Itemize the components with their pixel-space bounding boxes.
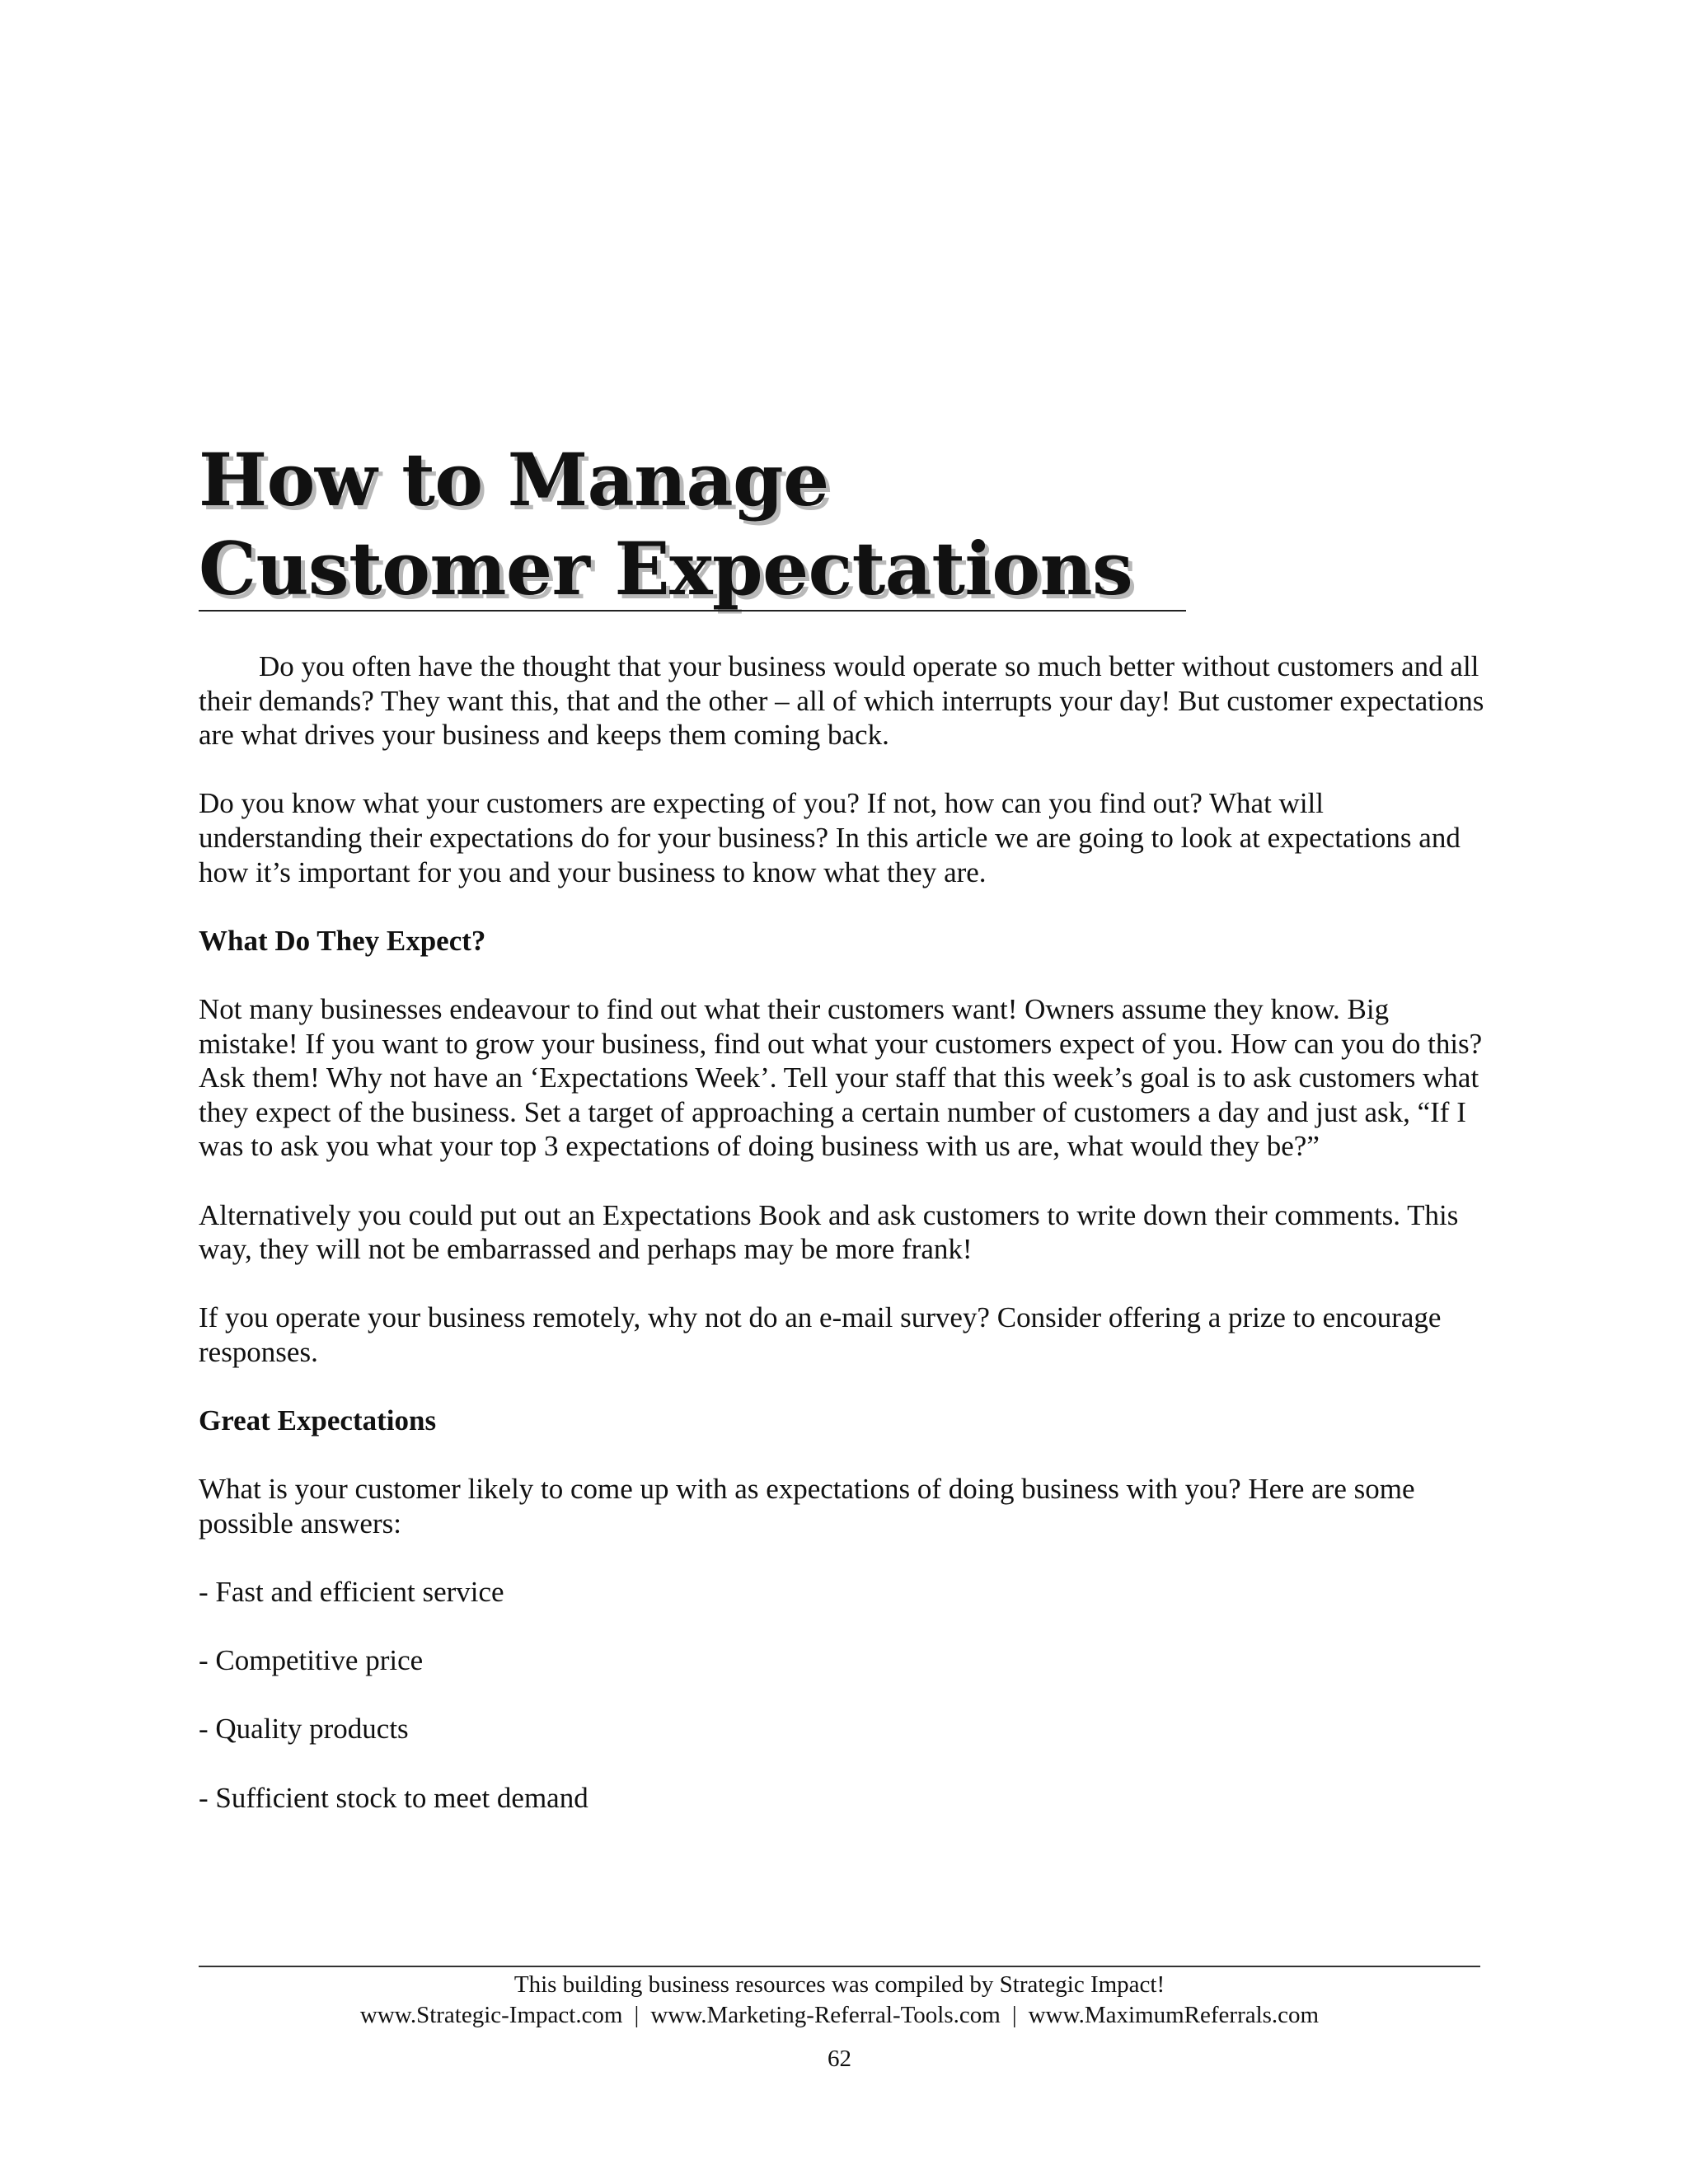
footer-separator: | [1011, 2002, 1017, 2028]
list-item: - Competitive price [199, 1644, 424, 1677]
footer-compiled-by: This building business resources was compiled by Strategic Impact! [513, 1971, 1165, 1998]
expectations-book-paragraph: Alternatively you could put out an Expectations Book and ask customers to write down their comments. This way, they will not be embarrassed and perhaps may be more frank! [199, 1198, 1459, 1266]
email-survey-paragraph: If you operate your business remotely, why not do an e-mail survey? Consider offering a prize to encourage responses. [199, 1301, 1442, 1368]
list-item: - Quality products [199, 1713, 409, 1746]
article-body [199, 649, 1484, 1849]
possible-answers-paragraph: What is your customer likely to come up with as expectations of doing business with you? Here are some possible answers: [199, 1473, 1415, 1540]
intro-paragraph: Do you often have the thought that your business would operate so much better without customers and all their demands? They want this, that and the other – all of which interrupts your day! But customer expectations are what drives your business and keeps them coming back. [199, 650, 1484, 752]
title-underline [199, 610, 1186, 612]
footer-divider [199, 1966, 1480, 1967]
questions-paragraph: Do you know what your customers are expecting of you? If not, how can you find out? What will understanding their expectations do for your business? In this article we are going to look at expectations and how it’s important for you and your business to know what they are. [199, 787, 1461, 888]
ask-them-paragraph: Not many businesses endeavour to find out what their customers want! Owners assume they know. Big mistake! If you want to grow your business, find out what your customers expect of you. How can you do this? Ask them! Why not have an ‘Expectations Week’. Tell your staff that this week’s goal is to ask customers what they expect of the business. Set a target of approaching a certain number of customers a day and just ask, “If I was to ask you what your top 3 expectations of doing business with us are, what would they be?” [199, 992, 1483, 1163]
footer-link-maximum-referrals[interactable]: www.MaximumReferrals.com [1028, 2002, 1320, 2028]
list-item: - Sufficient stock to meet demand [199, 1781, 588, 1814]
section-heading-what-do-they-expect: What Do They Expect? [199, 924, 486, 957]
section-heading-great-expectations: Great Expectations [199, 1404, 437, 1437]
page-number: 62 [828, 2046, 851, 2072]
list-item: - Fast and efficient service [199, 1576, 504, 1609]
footer-links [199, 2000, 1480, 2031]
page-footer [199, 1970, 1480, 2031]
footer-link-strategic-impact[interactable]: www.Strategic-Impact.com [359, 2002, 623, 2028]
footer-link-marketing-referral-tools[interactable]: www.Marketing-Referral-Tools.com [650, 2002, 1001, 2028]
page-title-line-1: How to Manage [199, 437, 829, 523]
page-title [199, 435, 1132, 613]
page-title-line-2: Customer Expectations [199, 526, 1133, 612]
footer-separator: | [634, 2002, 640, 2028]
